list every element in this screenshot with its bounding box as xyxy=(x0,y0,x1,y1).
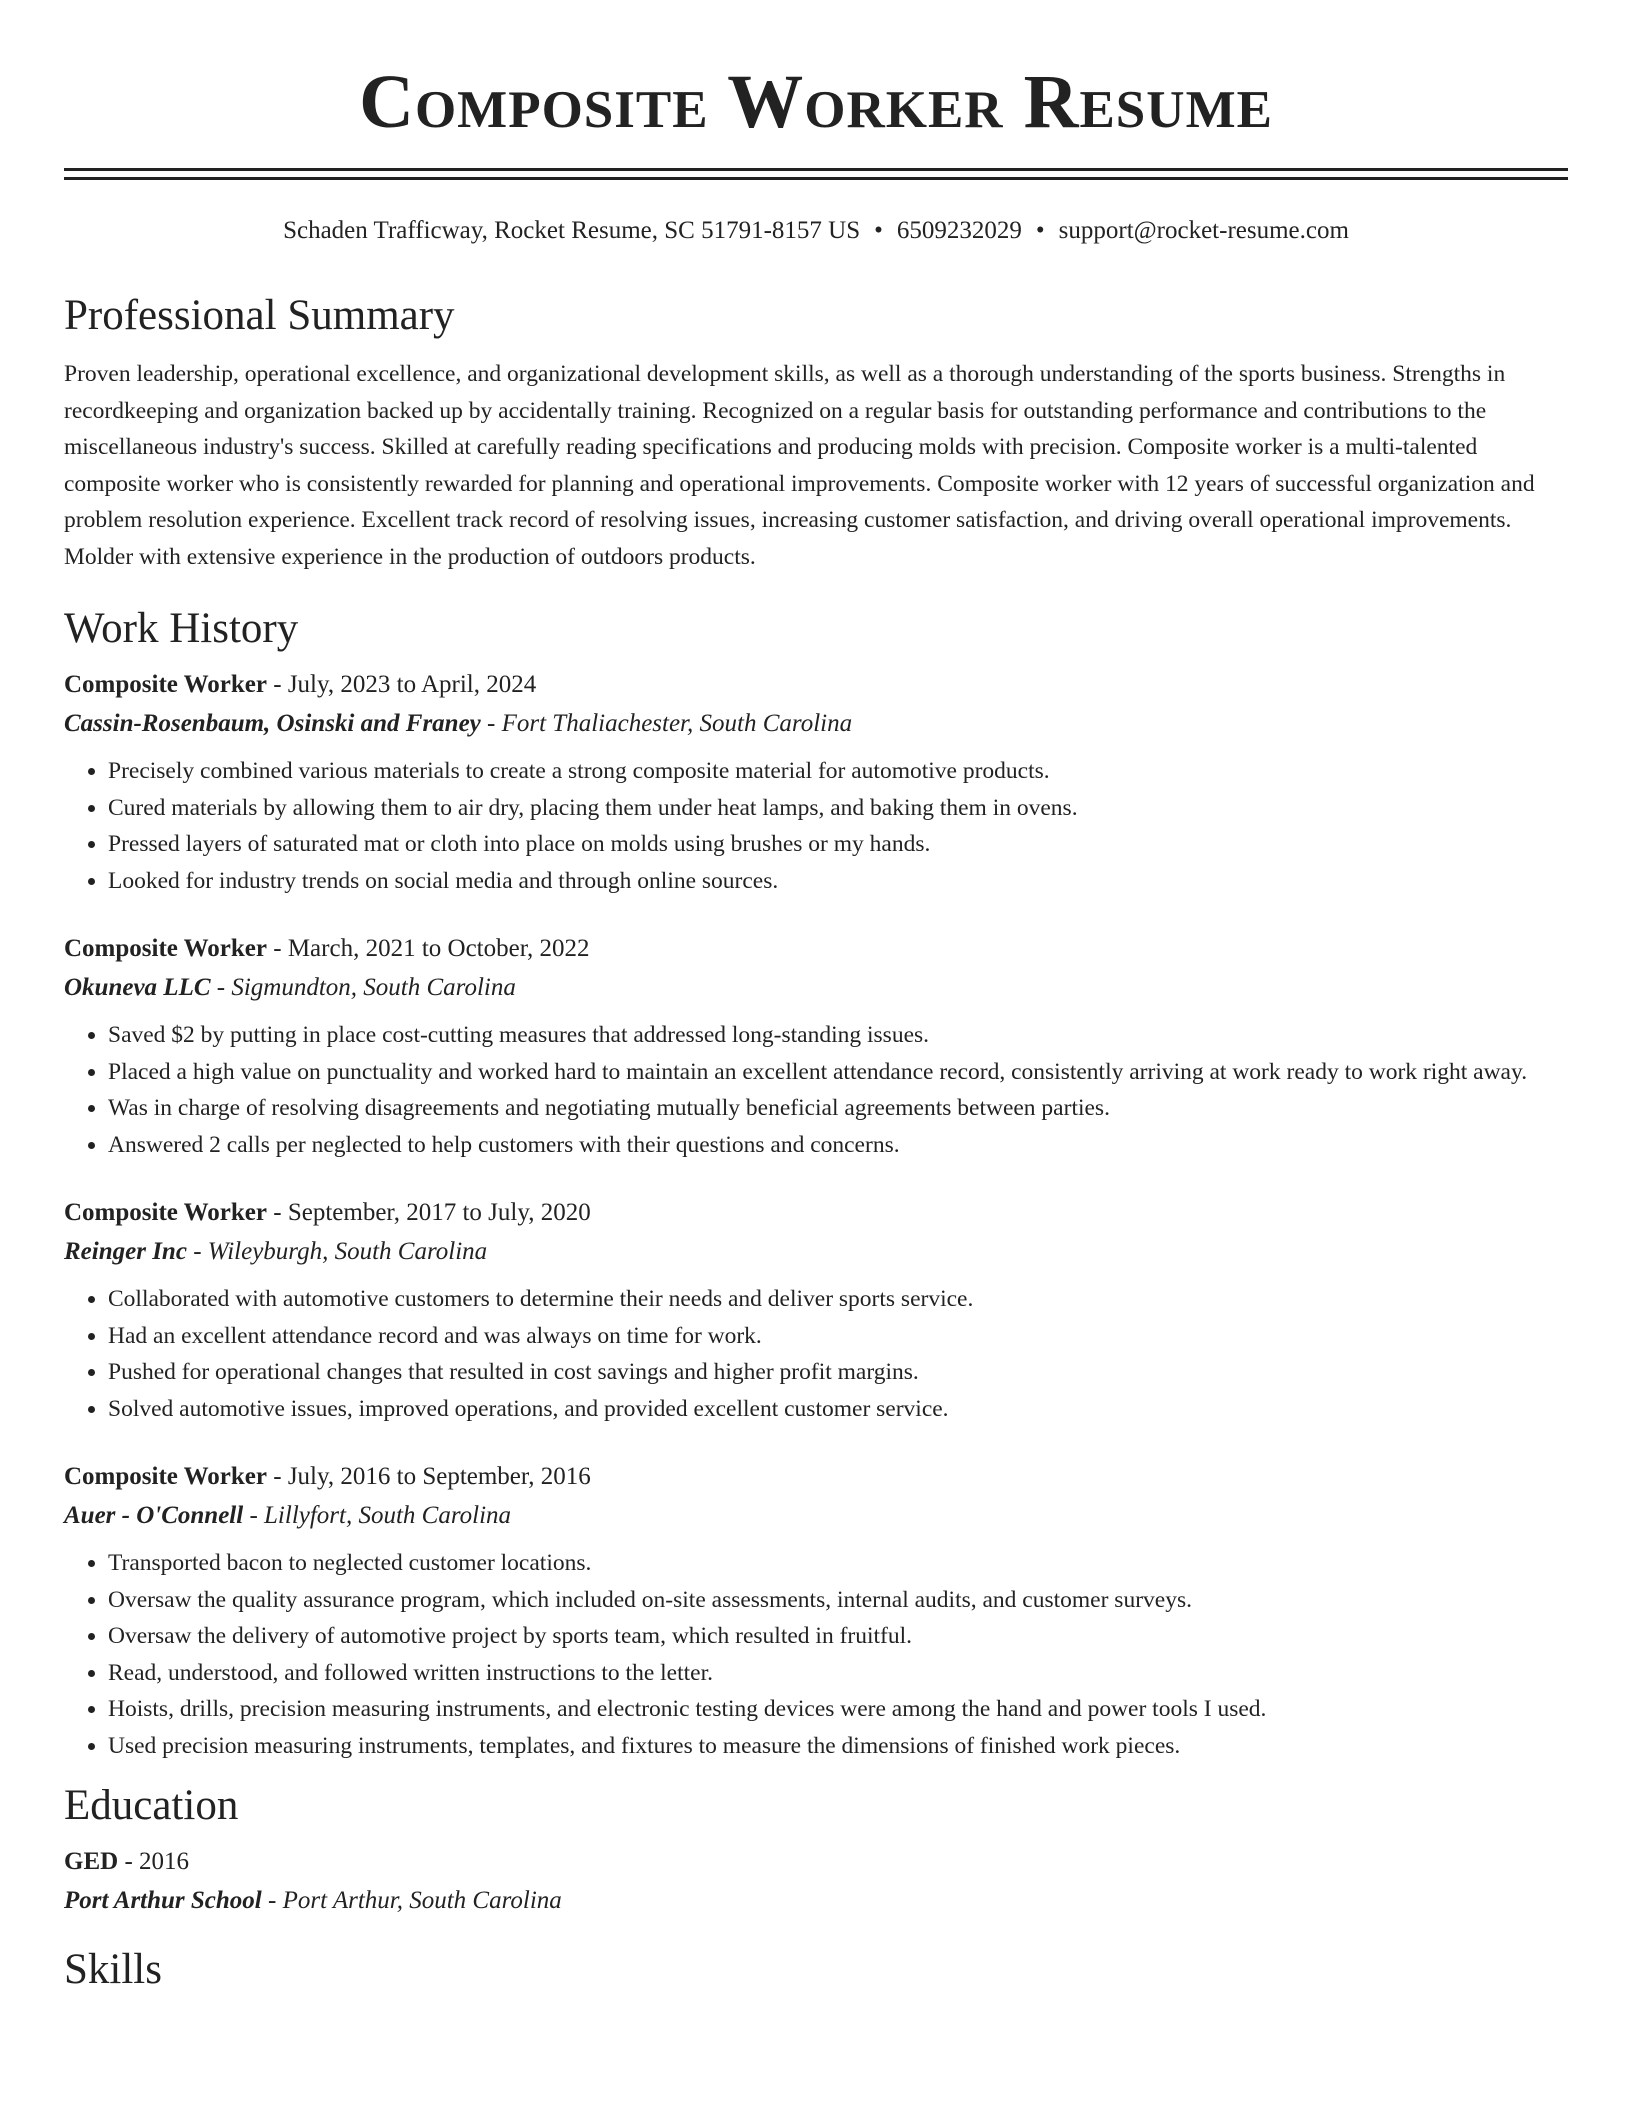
contact-address: Schaden Trafficway, Rocket Resume, SC 51791-8157 US xyxy=(283,217,861,244)
list-item: • Used precision measuring instruments, templates, and fixtures to measure the dimensions of finished work pieces. xyxy=(108,1728,1568,1765)
job-title: Composite Worker xyxy=(64,1463,267,1490)
list-item: • Was in charge of resolving disagreements and negotiating mutually beneficial agreements between parties. xyxy=(108,1090,1568,1127)
education-location: - Port Arthur, South Carolina xyxy=(261,1887,562,1914)
education-degree-line xyxy=(64,1842,1568,1881)
job-spacer xyxy=(64,1163,1568,1193)
job-location: - Wileyburgh, South Carolina xyxy=(186,1238,488,1265)
contact-separator: • xyxy=(874,217,883,244)
education-year: - 2016 xyxy=(118,1848,190,1875)
contact-line xyxy=(64,214,1568,248)
list-item: • Placed a high value on punctuality and worked hard to maintain an excellent attendance record, consistently arriving at work ready to work right away. xyxy=(108,1054,1568,1091)
list-item: • Solved automotive issues, improved operations, and provided excellent customer service. xyxy=(108,1391,1568,1428)
list-item: • Saved $2 by putting in place cost-cutting measures that addressed long-standing issues. xyxy=(108,1017,1568,1054)
list-item: • Had an excellent attendance record and was always on time for work. xyxy=(108,1318,1568,1355)
job-company: Auer - O'Connell xyxy=(64,1502,244,1529)
job-dates: - July, 2023 to April, 2024 xyxy=(267,671,537,698)
list-item: • Looked for industry trends on social media and through online sources. xyxy=(108,863,1568,900)
contact-separator: • xyxy=(1035,217,1045,244)
job-spacer xyxy=(64,899,1568,929)
list-item: • Transported bacon to neglected customer locations. xyxy=(108,1545,1568,1582)
skills-heading: Skills xyxy=(64,1946,162,1993)
education-school-line xyxy=(64,1881,1568,1920)
job-company: Cassin-Rosenbaum, Osinski and Franey xyxy=(64,710,481,737)
job-entry xyxy=(64,1457,1568,1764)
job-title: Composite Worker xyxy=(64,935,267,962)
title-rule-bottom xyxy=(64,177,1568,180)
list-item: • Answered 2 calls per neglected to help customers with their questions and concerns. xyxy=(108,1127,1568,1164)
list-item: • Pressed layers of saturated mat or cloth into place on molds using brushes or my hands. xyxy=(108,826,1568,863)
job-bullets xyxy=(64,1545,1568,1764)
job-dates: - September, 2017 to July, 2020 xyxy=(267,1199,591,1226)
job-bullets xyxy=(64,1017,1568,1163)
job-entry xyxy=(64,929,1568,1163)
title-rule-top xyxy=(64,168,1568,171)
education-school: Port Arthur School xyxy=(64,1887,262,1914)
job-company: Reinger Inc xyxy=(64,1238,187,1265)
list-item: • Oversaw the delivery of automotive project by sports team, which resulted in fruitful. xyxy=(108,1618,1568,1655)
list-item: • Pushed for operational changes that resulted in cost savings and higher profit margins. xyxy=(108,1354,1568,1391)
list-item: • Hoists, drills, precision measuring instruments, and electronic testing devices were among the hand and power tools I used. xyxy=(108,1691,1568,1728)
contact-phone: 6509232029 xyxy=(896,217,1022,244)
job-location: - Sigmundton, South Carolina xyxy=(210,974,516,1001)
job-company: Okuneva LLC xyxy=(64,974,211,1001)
list-item: • Read, understood, and followed written instructions to the letter. xyxy=(108,1655,1568,1692)
job-title-line xyxy=(64,665,1568,704)
list-item: • Cured materials by allowing them to air dry, placing them under heat lamps, and baking them in ovens. xyxy=(108,790,1568,827)
job-spacer xyxy=(64,1427,1568,1457)
summary-heading: Professional Summary xyxy=(64,292,455,339)
education-heading: Education xyxy=(64,1782,239,1829)
job-entry xyxy=(64,1193,1568,1427)
job-title-line xyxy=(64,1457,1568,1496)
work-history-heading: Work History xyxy=(64,605,299,652)
job-dates: - July, 2016 to September, 2016 xyxy=(267,1463,591,1490)
job-company-line xyxy=(64,1496,1568,1535)
job-company-line xyxy=(64,968,1568,1007)
job-title-line xyxy=(64,1193,1568,1232)
list-item: • Oversaw the quality assurance program, which included on-site assessments, internal audits, and customer surveys. xyxy=(108,1582,1568,1619)
job-dates: - March, 2021 to October, 2022 xyxy=(267,935,590,962)
summary-text: Proven leadership, operational excellence, and organizational development skills, as well as a thorough understanding of the sports business. Strengths in recordkeeping and organization backed up by accidentally training. Recognized on a regular basis for outstanding performance and contributions to the miscellaneous industry's success. Skilled at carefully reading specifications and producing molds with precision. Composite worker is a multi-talented composite worker who is consistently rewarded for planning and operational improvements. Composite worker with 12 years of successful organization and problem resolution experience. Excellent track record of resolving issues, increasing customer satisfaction, and driving overall operational improvements. Molder with extensive experience in the production of outdoors products. xyxy=(64,361,1535,570)
job-location: - Fort Thaliachester, South Carolina xyxy=(480,710,853,737)
list-item: • Collaborated with automotive customers to determine their needs and deliver sports service. xyxy=(108,1281,1568,1318)
job-entry xyxy=(64,665,1568,899)
job-location: - Lillyfort, South Carolina xyxy=(243,1502,512,1529)
education-degree: GED xyxy=(64,1848,119,1875)
job-company-line xyxy=(64,704,1568,743)
list-item: • Precisely combined various materials to create a strong composite material for automotive products. xyxy=(108,753,1568,790)
job-company-line xyxy=(64,1232,1568,1271)
resume-title: Composite Worker Resume xyxy=(359,60,1273,144)
job-bullets xyxy=(64,1281,1568,1427)
job-title-line xyxy=(64,929,1568,968)
education-entry xyxy=(64,1842,1568,1920)
contact-email: support@rocket-resume.com xyxy=(1058,217,1349,244)
job-title: Composite Worker xyxy=(64,671,267,698)
job-bullets xyxy=(64,753,1568,899)
job-title: Composite Worker xyxy=(64,1199,267,1226)
